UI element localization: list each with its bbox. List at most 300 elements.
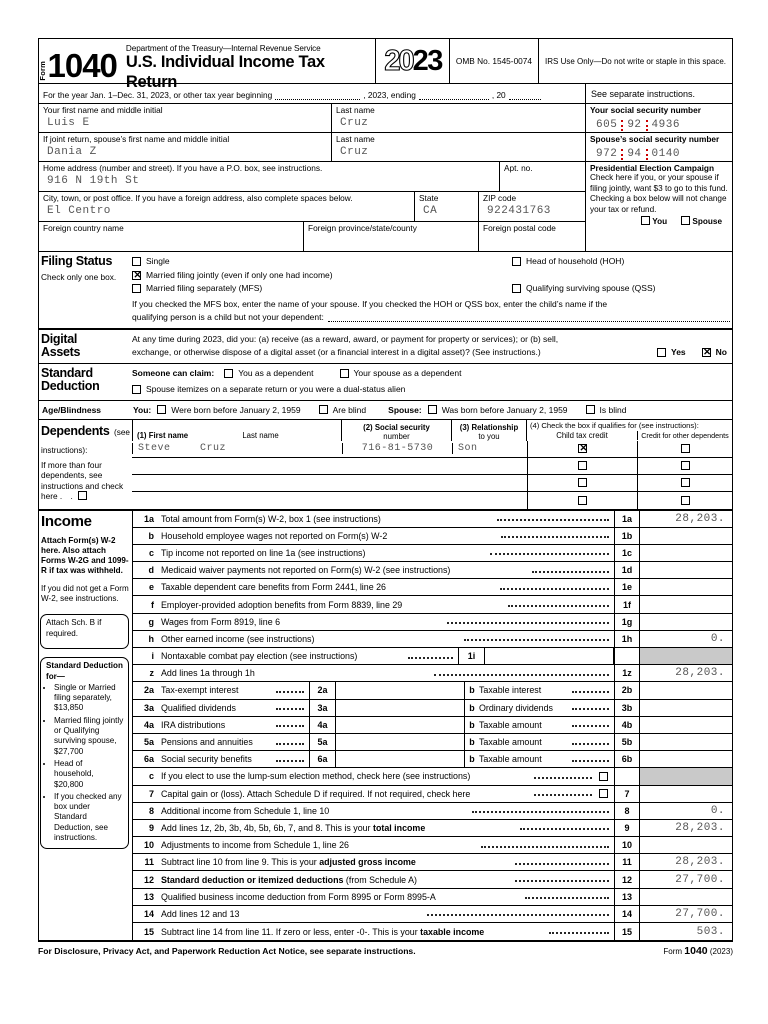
digital-assets-no-label: No xyxy=(715,347,727,357)
dependents-section xyxy=(38,420,733,511)
form-footer xyxy=(38,942,733,957)
income-line-box: 12 xyxy=(614,871,640,887)
sd-box-item: • Single or Married filing separately, $13,850 xyxy=(54,683,124,714)
income-line-label: Social security benefits xyxy=(161,754,252,765)
footer-form-prefix: Form xyxy=(663,947,685,957)
income-line-box: 13 xyxy=(614,889,640,905)
filing-status-mfj-label: Married filing jointly (even if only one had income) xyxy=(146,269,333,280)
attach-sch-b-note: Attach Sch. B if required. xyxy=(46,618,102,638)
zip-value: 922431763 xyxy=(487,205,551,217)
income-line-box: 1c xyxy=(614,545,640,561)
income-line-label: Add lines 1a through 1h xyxy=(161,668,255,679)
claim-you-option[interactable] xyxy=(224,367,313,381)
income-line-number: 8 xyxy=(148,805,154,816)
income-line-b-label: Taxable amount xyxy=(479,719,542,730)
income-line-number: 15 xyxy=(143,926,154,937)
income-line xyxy=(133,837,732,854)
filing-status-row-1 xyxy=(132,255,730,269)
taxpayer-last-name-label: Last name xyxy=(336,105,375,115)
spouse-last-name-value: Cruz xyxy=(340,146,369,158)
digital-assets-question-1: At any time during 2023, did you: (a) receive (as a reward, award, or payment for property or services); or (b) sell, xyxy=(132,333,559,344)
foreign-address-row xyxy=(39,222,585,251)
income-line-number: c xyxy=(148,771,154,782)
digital-assets-label-block xyxy=(39,330,132,363)
foreign-province-value xyxy=(304,234,478,251)
income-line-label: Add lines 1z, 2b, 3b, 4b, 5b, 6b, 7, and 8. This is your total income xyxy=(161,822,426,833)
income-line-label: Subtract line 14 from line 11. If zero or less, enter -0-. This is your taxable income xyxy=(161,926,485,937)
spouse-is-blind-checkbox[interactable] xyxy=(586,405,595,414)
filing-status-row-2 xyxy=(132,269,730,283)
filing-status-single-label: Single xyxy=(146,256,170,266)
income-line xyxy=(133,768,732,785)
filing-status-option-mfs[interactable] xyxy=(132,282,512,296)
you-born-before-label: Were born before January 2, 1959 xyxy=(171,404,301,415)
spouse-born-before-option[interactable] xyxy=(428,405,568,415)
income-line-amount[interactable]: 27,700. xyxy=(675,873,726,886)
income-attach-note: Attach Form(s) W-2 here. Also attach Forms W-2G and 1099-R if tax was withheld. xyxy=(41,535,129,576)
income-line-number: 1a xyxy=(143,513,154,524)
tax-year-blank-3[interactable] xyxy=(509,90,541,100)
income-line-amount[interactable]: 28,203. xyxy=(675,821,726,834)
income-subline-number: 2a xyxy=(309,682,335,698)
state-label: State xyxy=(419,193,439,203)
you-born-before-option[interactable] xyxy=(157,405,300,415)
department-label: Department of the Treasury—Internal Revenue Service xyxy=(125,44,321,53)
income-line-amount[interactable] xyxy=(640,837,732,853)
income-subline-number: 3a xyxy=(309,700,335,716)
age-blindness-you-label: You: xyxy=(133,404,152,415)
standard-deduction-bracket xyxy=(40,657,129,849)
apt-no-value xyxy=(500,174,585,191)
income-line-amount[interactable] xyxy=(640,734,732,750)
income-line xyxy=(133,871,732,888)
income-line xyxy=(133,614,732,631)
income-line-number: 10 xyxy=(143,840,154,851)
income-line-label: Qualified business income deduction from Form 8995 or Form 8995-A xyxy=(161,891,436,902)
income-line-b-marker: b xyxy=(469,702,475,713)
form-body xyxy=(38,38,733,957)
state-value: CA xyxy=(423,205,438,217)
city-cell[interactable] xyxy=(39,192,415,221)
income-lines-1 xyxy=(133,511,732,683)
dependent-ssn[interactable]: 716-81-5730 xyxy=(342,443,452,454)
income-line-amount[interactable]: 28,203. xyxy=(675,856,726,869)
income-line-number: c xyxy=(148,547,154,558)
income-line-label: Household employee wages not reported on Form(s) W-2 xyxy=(161,530,388,541)
ssn-separator-icon xyxy=(621,120,623,131)
filing-status-note-2-row xyxy=(132,311,730,325)
spouse-ssn-part3: 0140 xyxy=(651,148,680,160)
spouse-is-blind-label: Is blind xyxy=(599,404,627,415)
presidential-spouse-checkbox[interactable] xyxy=(681,216,690,225)
standard-deduction-title-1: Standard xyxy=(41,365,93,380)
income-line-label: Employer-provided adoption benefits from Form 8839, line 29 xyxy=(161,599,403,610)
income-line xyxy=(133,854,732,871)
income-subline-amount[interactable] xyxy=(335,734,465,750)
digital-assets-no-option[interactable] xyxy=(702,346,727,360)
dependent-row xyxy=(132,492,732,509)
more-than-four-dependents-checkbox[interactable] xyxy=(78,491,87,500)
income-line-amount[interactable] xyxy=(640,889,732,905)
dependents-see-instructions: (see instructions): xyxy=(41,427,130,455)
dependent-odc-cell[interactable] xyxy=(637,441,732,457)
income-line-box: 1g xyxy=(614,614,640,630)
irs-use-only-note: IRS Use Only—Do not write or staple in this space. xyxy=(538,39,732,83)
form-title: U.S. Individual Income Tax Return xyxy=(125,53,325,91)
income-line-amount[interactable]: 28,203. xyxy=(675,667,726,680)
tax-year-blank-2[interactable] xyxy=(419,90,489,100)
foreign-country-label: Foreign country name xyxy=(43,223,124,233)
spouse-born-before-checkbox[interactable] xyxy=(428,405,437,414)
income-line-box: 6b xyxy=(614,751,640,767)
dependent-ctc-cell[interactable] xyxy=(527,475,637,491)
taxpayer-ssn-part2: 92 xyxy=(627,119,642,131)
income-line xyxy=(133,631,732,648)
spouse-born-before-label: Was born before January 2, 1959 xyxy=(441,404,568,415)
income-line xyxy=(133,596,732,613)
dependent-ctc-cell[interactable] xyxy=(527,458,637,474)
dependent-name-cell[interactable] xyxy=(132,443,342,454)
spouse-first-name-cell[interactable] xyxy=(39,133,332,161)
filing-status-qss-label: Qualifying surviving spouse (QSS) xyxy=(526,283,656,293)
income-line-amount[interactable] xyxy=(640,786,732,802)
income-line-label: Pensions and annuities xyxy=(161,737,253,748)
taxpayer-first-name-cell[interactable] xyxy=(39,104,332,132)
tax-year-fields xyxy=(39,84,585,103)
income-line-label: Total amount from Form(s) W-2, box 1 (see instructions) xyxy=(161,513,381,524)
digital-assets-body xyxy=(132,330,732,363)
digital-assets-title-1: Digital xyxy=(41,331,78,346)
dependent-odc-checkbox[interactable] xyxy=(681,444,690,453)
dependent-ctc-cell[interactable] xyxy=(527,441,637,457)
income-line-number: 5a xyxy=(143,737,154,748)
filing-status-hoh-checkbox[interactable] xyxy=(512,257,521,266)
presidential-you-label: You xyxy=(652,217,668,227)
presidential-you-checkbox[interactable] xyxy=(641,216,650,225)
income-left-column xyxy=(39,511,132,941)
tax-year-text-1: For the year Jan. 1–Dec. 31, 2023, or other tax year beginning xyxy=(43,90,273,100)
filing-status-mfj-checkbox[interactable] xyxy=(132,271,141,280)
footer-form-id xyxy=(663,945,733,957)
digital-assets-yes-checkbox[interactable] xyxy=(657,348,666,357)
spouse-ssn-label: Spouse’s social security number xyxy=(590,134,720,144)
apt-no-cell[interactable] xyxy=(500,162,585,191)
digital-assets-yes-option[interactable] xyxy=(657,346,686,360)
dependent-row xyxy=(132,441,732,458)
income-line-number: b xyxy=(148,530,154,541)
income-line-number: f xyxy=(151,599,154,610)
filing-status-option-hoh[interactable] xyxy=(512,255,624,269)
income-line-number: 13 xyxy=(143,891,154,902)
form-label: Form xyxy=(38,61,47,81)
income-line-amount[interactable] xyxy=(640,700,732,716)
dependent-first-name: Steve xyxy=(138,443,171,454)
filing-status-name-input[interactable] xyxy=(328,313,730,322)
income-line-amount[interactable] xyxy=(640,717,732,733)
income-line-amount[interactable] xyxy=(640,545,732,561)
income-line xyxy=(133,786,732,803)
foreign-postal-cell[interactable] xyxy=(479,222,585,251)
age-blindness-section xyxy=(38,401,733,420)
filing-status-mfs-checkbox[interactable] xyxy=(132,284,141,293)
filing-status-row-3 xyxy=(132,282,730,296)
income-line-number: h xyxy=(148,633,154,644)
income-line-box: 1z xyxy=(614,665,640,681)
presidential-you-option[interactable] xyxy=(641,216,667,227)
claim-spouse-option[interactable] xyxy=(340,367,462,381)
income-subline-amount[interactable] xyxy=(335,700,465,716)
footer-form-number: 1040 xyxy=(684,945,708,958)
spouse-itemizes-label: Spouse itemizes on a separate return or you were a dual-status alien xyxy=(146,384,406,394)
presidential-title: Presidential Election Campaign xyxy=(590,163,715,173)
presidential-spouse-option[interactable] xyxy=(681,216,722,227)
filing-status-option-single[interactable] xyxy=(132,255,512,269)
income-line-box: 14 xyxy=(614,906,640,922)
apt-no-label: Apt. no. xyxy=(504,163,533,173)
income-line-number: 12 xyxy=(143,874,154,885)
dependent-ctc-checkbox[interactable] xyxy=(578,496,587,505)
dependents-col4-subheads xyxy=(527,431,732,440)
attach-sch-b-block xyxy=(39,604,132,649)
income-line xyxy=(133,665,732,682)
dependent-odc-checkbox[interactable] xyxy=(681,478,690,487)
income-line-amount[interactable] xyxy=(640,682,732,698)
tax-year-blank-1[interactable] xyxy=(275,90,360,100)
income-line-b-label: Ordinary dividends xyxy=(479,702,553,713)
dependent-relationship[interactable]: Son xyxy=(452,443,527,454)
income-line-number: z xyxy=(149,668,154,679)
dependents-side-note-row: If more than four dependents, see instructions and check here . . xyxy=(41,459,124,501)
dependent-odc-checkbox[interactable] xyxy=(681,496,690,505)
dependents-col1a: (1) First name xyxy=(137,430,189,440)
income-line-number: e xyxy=(148,582,154,593)
home-address-row xyxy=(39,162,585,192)
income-line-amount[interactable]: 503. xyxy=(696,925,725,938)
you-born-before-checkbox[interactable] xyxy=(157,405,166,414)
dependents-col3-line2: to you xyxy=(478,431,500,441)
income-line-checkbox[interactable] xyxy=(599,772,608,781)
dependent-ctc-checkbox[interactable] xyxy=(578,461,587,470)
spouse-itemizes-checkbox[interactable] xyxy=(132,385,141,394)
income-line-label: Nontaxable combat pay election (see instructions) xyxy=(161,651,358,662)
dependents-col-credits xyxy=(526,420,732,441)
income-line-label: IRA distributions xyxy=(161,719,226,730)
income-line-amount[interactable] xyxy=(640,562,732,578)
digital-assets-no-checkbox[interactable] xyxy=(702,348,711,357)
income-line-b-marker: b xyxy=(469,737,475,748)
income-line-box: 8 xyxy=(614,803,640,819)
spouse-ssn-part1: 972 xyxy=(596,148,618,160)
income-line-box: 1e xyxy=(614,579,640,595)
income-subline-input[interactable] xyxy=(484,648,614,664)
spouse-ssn-part2: 94 xyxy=(627,148,642,160)
income-line-b-marker: b xyxy=(469,685,475,696)
income-title-block xyxy=(39,511,132,605)
income-title: Income xyxy=(41,512,92,530)
income-line-number: 6a xyxy=(143,754,154,765)
income-line-label: Taxable dependent care benefits from Form 2441, line 26 xyxy=(161,582,386,593)
income-no-w2-note: If you did not get a Form W-2, see instructions. xyxy=(41,583,129,603)
presidential-checkboxes xyxy=(590,215,728,227)
income-line-box: 1f xyxy=(614,596,640,612)
tax-year-row xyxy=(38,84,733,104)
income-line-number: g xyxy=(148,616,154,627)
digital-assets-yes-label: Yes xyxy=(671,347,686,357)
income-line-box: 1a xyxy=(614,511,640,527)
filing-status-option-qss[interactable] xyxy=(512,282,655,296)
income-line-b-marker: b xyxy=(469,754,475,765)
filing-status-note-2: qualifying person is a child but not your dependent: xyxy=(132,312,324,322)
income-line-amount[interactable] xyxy=(640,579,732,595)
income-line-number: 7 xyxy=(148,788,154,799)
dependent-ctc-checkbox[interactable] xyxy=(578,444,587,453)
income-line-box: 9 xyxy=(614,820,640,836)
spouse-ssn-cell[interactable] xyxy=(586,133,732,162)
dependents-col3-line1: (3) Relationship xyxy=(459,422,519,432)
dependents-title-row xyxy=(41,422,130,458)
income-line-checkbox[interactable] xyxy=(599,789,608,798)
dependents-table-head xyxy=(132,420,732,441)
income-lines-tail xyxy=(133,768,732,940)
foreign-country-cell[interactable] xyxy=(39,222,304,251)
income-line-amount[interactable] xyxy=(640,751,732,767)
income-line-box: 10 xyxy=(614,837,640,853)
dependent-odc-checkbox[interactable] xyxy=(681,461,690,470)
income-line-label: If you elect to use the lump-sum election method, check here (see instructions) xyxy=(161,771,471,782)
income-subline-amount[interactable] xyxy=(335,717,465,733)
income-line-amount[interactable]: 0. xyxy=(710,632,726,645)
income-line xyxy=(133,528,732,545)
spouse-is-blind-option[interactable] xyxy=(586,405,627,415)
claim-spouse-checkbox[interactable] xyxy=(340,369,349,378)
presidential-spouse-label: Spouse xyxy=(692,217,722,227)
dependents-table xyxy=(132,420,732,509)
age-blindness-title: Age/Blindness xyxy=(42,404,102,415)
taxpayer-ssn-part1: 605 xyxy=(596,119,618,131)
dependents-col2-line1: (2) Social security xyxy=(363,422,430,432)
taxpayer-ssn-cell[interactable] xyxy=(586,104,732,133)
income-subline-number: 1i xyxy=(458,648,484,664)
income-line-box: 5b xyxy=(614,734,640,750)
ssn-separator-icon xyxy=(621,149,623,160)
income-ab-line xyxy=(133,717,732,734)
you-are-blind-option[interactable] xyxy=(319,405,367,415)
income-line-number: 3a xyxy=(143,702,154,713)
spouse-last-name-cell[interactable] xyxy=(332,133,585,161)
taxpayer-ssn-label: Your social security number xyxy=(590,105,701,115)
dependent-ctc-checkbox[interactable] xyxy=(578,478,587,487)
income-line-label: Tip income not reported on line 1a (see instructions) xyxy=(161,547,366,558)
footer-form-year: (2023) xyxy=(707,947,733,957)
income-line-amount[interactable] xyxy=(640,614,732,630)
income-subline-amount[interactable] xyxy=(335,751,465,767)
filing-status-single-checkbox[interactable] xyxy=(132,257,141,266)
claim-you-label: You as a dependent xyxy=(238,367,314,378)
dependents-col4-head: (4) Check the box if qualifies for (see instructions): xyxy=(530,420,699,430)
income-line xyxy=(133,562,732,579)
income-line-number: 14 xyxy=(143,908,154,919)
income-line-amount[interactable]: 28,203. xyxy=(675,512,725,525)
you-are-blind-label: Are blind xyxy=(332,404,367,415)
spouse-itemizes-option[interactable] xyxy=(132,383,405,397)
filing-status-option-mfj[interactable] xyxy=(132,269,512,283)
filing-status-note-1: If you checked the MFS box, enter the name of your spouse. If you checked the HOH or QSS box, enter the child’s name if the xyxy=(132,298,608,309)
income-line-amount[interactable] xyxy=(640,768,732,784)
dependent-odc-cell[interactable] xyxy=(637,492,732,509)
taxpayer-last-name-value: Cruz xyxy=(340,117,369,129)
zip-cell[interactable] xyxy=(479,192,585,221)
home-address-value: 916 N 19th St xyxy=(47,175,140,187)
claim-you-checkbox[interactable] xyxy=(224,369,233,378)
see-separate-instructions: See separate instructions. xyxy=(585,84,732,103)
income-line-box xyxy=(614,768,640,784)
income-line xyxy=(133,579,732,596)
tax-year-suffix: 23 xyxy=(412,44,442,77)
income-line xyxy=(133,923,732,940)
ssn-separator-icon xyxy=(646,120,648,131)
income-ab-line xyxy=(133,751,732,768)
claim-spouse-label: Your spouse as a dependent xyxy=(353,367,462,378)
names-column xyxy=(39,104,585,251)
filing-status-subtitle: Check only one box. xyxy=(41,272,117,282)
dependent-odc-cell[interactable] xyxy=(637,458,732,474)
presidential-election-campaign xyxy=(586,162,732,227)
digital-assets-question-2: exchange, or otherwise dispose of a digital asset (or a financial interest in a digital asset)? (See instructions.) xyxy=(132,347,541,357)
dependent-ctc-cell[interactable] xyxy=(527,492,637,509)
digital-assets-title-2: Assets xyxy=(41,344,81,359)
zip-label: ZIP code xyxy=(483,193,517,203)
tax-year-text-2: , 2023, ending xyxy=(363,90,416,100)
income-ab-line xyxy=(133,734,732,751)
income-line-b-label: Taxable amount xyxy=(479,737,542,748)
income-line-amount[interactable] xyxy=(640,528,732,544)
income-line-amount[interactable] xyxy=(640,596,732,612)
someone-can-claim-label: Someone can claim: xyxy=(132,367,215,378)
attach-sch-b-bracket xyxy=(40,614,129,649)
standard-deduction-title-2: Deduction xyxy=(41,378,100,393)
home-address-cell[interactable] xyxy=(39,162,500,191)
you-are-blind-checkbox[interactable] xyxy=(319,405,328,414)
standard-deduction-body xyxy=(132,364,732,400)
dependent-odc-cell[interactable] xyxy=(637,475,732,491)
income-line-box: 1d xyxy=(614,562,640,578)
filing-status-label-block xyxy=(39,252,132,328)
dependents-col1b: Last name xyxy=(242,430,279,440)
dependents-col2-line2: number xyxy=(383,431,410,441)
standard-deduction-label-block xyxy=(39,364,132,400)
income-line-amount[interactable] xyxy=(640,648,732,664)
income-line xyxy=(133,803,732,820)
income-subline-amount[interactable] xyxy=(335,682,465,698)
form-header xyxy=(38,38,733,91)
dependents-col-relationship xyxy=(451,420,526,441)
income-lines-column xyxy=(132,511,732,941)
income-line-amount[interactable]: 0. xyxy=(710,804,726,817)
taxpayer-first-name-label: Your first name and middle initial xyxy=(43,105,163,115)
state-cell[interactable] xyxy=(415,192,479,221)
foreign-province-cell[interactable] xyxy=(304,222,479,251)
income-line-number: 4a xyxy=(143,719,154,730)
dependent-row xyxy=(132,475,732,492)
filing-status-qss-checkbox[interactable] xyxy=(512,284,521,293)
taxpayer-ssn-part3: 4936 xyxy=(651,119,680,131)
income-line xyxy=(133,906,732,923)
spouse-itemizes-row xyxy=(132,380,730,397)
taxpayer-last-name-cell[interactable] xyxy=(332,104,585,132)
income-ab-line xyxy=(133,700,732,717)
foreign-province-label: Foreign province/state/county xyxy=(308,223,417,233)
income-line-amount[interactable]: 27,700. xyxy=(675,907,725,920)
